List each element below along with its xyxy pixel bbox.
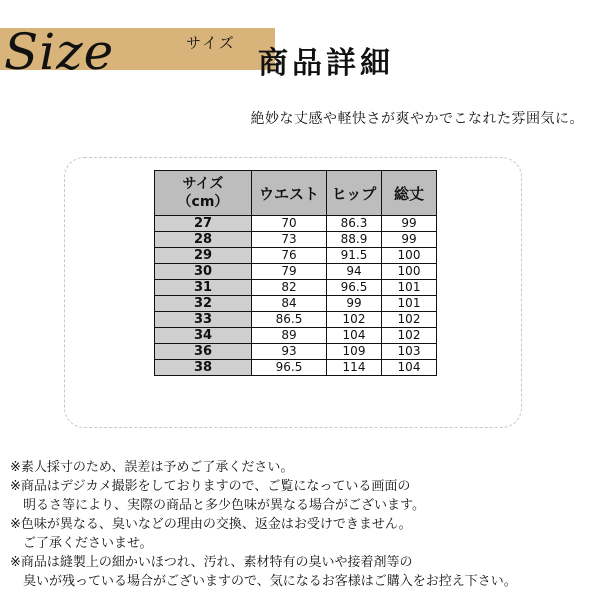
cell-size: 38 xyxy=(155,360,252,376)
cell-waist: 96.5 xyxy=(252,360,327,376)
cell-hip: 104 xyxy=(327,328,382,344)
cell-length: 102 xyxy=(382,312,437,328)
table-row xyxy=(155,216,437,232)
cell-waist: 79 xyxy=(252,264,327,280)
header-waist: ウエスト xyxy=(252,171,327,216)
cell-length: 99 xyxy=(382,216,437,232)
cell-hip: 86.3 xyxy=(327,216,382,232)
cell-hip: 88.9 xyxy=(327,232,382,248)
tagline: 絶妙な丈感や軽快さが爽やかでこなれた雰囲気に。 xyxy=(250,111,584,127)
cell-size: 27 xyxy=(155,216,252,232)
header-hip: ヒップ xyxy=(327,171,382,216)
table-row xyxy=(155,328,437,344)
cell-length: 103 xyxy=(382,344,437,360)
cell-waist: 84 xyxy=(252,296,327,312)
cell-hip: 94 xyxy=(327,264,382,280)
table-row xyxy=(155,344,437,360)
size-script-title: Size xyxy=(4,23,115,81)
cell-hip: 99 xyxy=(327,296,382,312)
notes xyxy=(10,458,595,591)
cell-size: 31 xyxy=(155,280,252,296)
cell-waist: 93 xyxy=(252,344,327,360)
header-length: 総丈 xyxy=(382,171,437,216)
table-row xyxy=(155,264,437,280)
cell-waist: 89 xyxy=(252,328,327,344)
cell-waist: 70 xyxy=(252,216,327,232)
cell-length: 102 xyxy=(382,328,437,344)
page-title: 商品詳細 xyxy=(258,46,394,81)
cell-hip: 114 xyxy=(327,360,382,376)
cell-size: 29 xyxy=(155,248,252,264)
cell-waist: 73 xyxy=(252,232,327,248)
cell-length: 104 xyxy=(382,360,437,376)
note-line: 臭いが残っている場合がございますので、気になるお客様はご購入をお控え下さい。 xyxy=(10,574,517,589)
cell-length: 100 xyxy=(382,248,437,264)
table-row xyxy=(155,232,437,248)
note-line: ※色味が異なる、臭いなどの理由の交換、返金はお受けできません。 xyxy=(10,517,412,532)
cell-hip: 96.5 xyxy=(327,280,382,296)
table-header-row xyxy=(155,171,437,216)
table-row xyxy=(155,360,437,376)
cell-waist: 86.5 xyxy=(252,312,327,328)
note-line: ※商品は縫製上の細かいほつれ、汚れ、素材特有の臭いや接着剤等の xyxy=(10,555,413,570)
cell-length: 101 xyxy=(382,280,437,296)
cell-size: 33 xyxy=(155,312,252,328)
cell-hip: 109 xyxy=(327,344,382,360)
table-body xyxy=(155,216,437,376)
note-line: ご了承くださいませ。 xyxy=(10,536,153,551)
cell-size: 30 xyxy=(155,264,252,280)
table-row xyxy=(155,296,437,312)
note-line: ※商品はデジカメ撮影をしておりますので、ご覧になっている画面の xyxy=(10,479,411,494)
cell-size: 28 xyxy=(155,232,252,248)
cell-waist: 76 xyxy=(252,248,327,264)
cell-size: 36 xyxy=(155,344,252,360)
header-size: サイズ （cm） xyxy=(155,171,252,216)
size-jp-label: サイズ xyxy=(186,34,236,52)
note-line: 明るさ等により、実際の商品と多少色味が異なる場合がございます。 xyxy=(10,498,425,513)
cell-length: 99 xyxy=(382,232,437,248)
note-line: ※素人採寸のため、誤差は予めご了承ください。 xyxy=(10,460,294,475)
cell-length: 100 xyxy=(382,264,437,280)
cell-length: 101 xyxy=(382,296,437,312)
cell-waist: 82 xyxy=(252,280,327,296)
table-row xyxy=(155,248,437,264)
cell-size: 32 xyxy=(155,296,252,312)
cell-hip: 102 xyxy=(327,312,382,328)
table-row xyxy=(155,312,437,328)
cell-hip: 91.5 xyxy=(327,248,382,264)
table-row xyxy=(155,280,437,296)
size-table xyxy=(154,170,437,376)
cell-size: 34 xyxy=(155,328,252,344)
